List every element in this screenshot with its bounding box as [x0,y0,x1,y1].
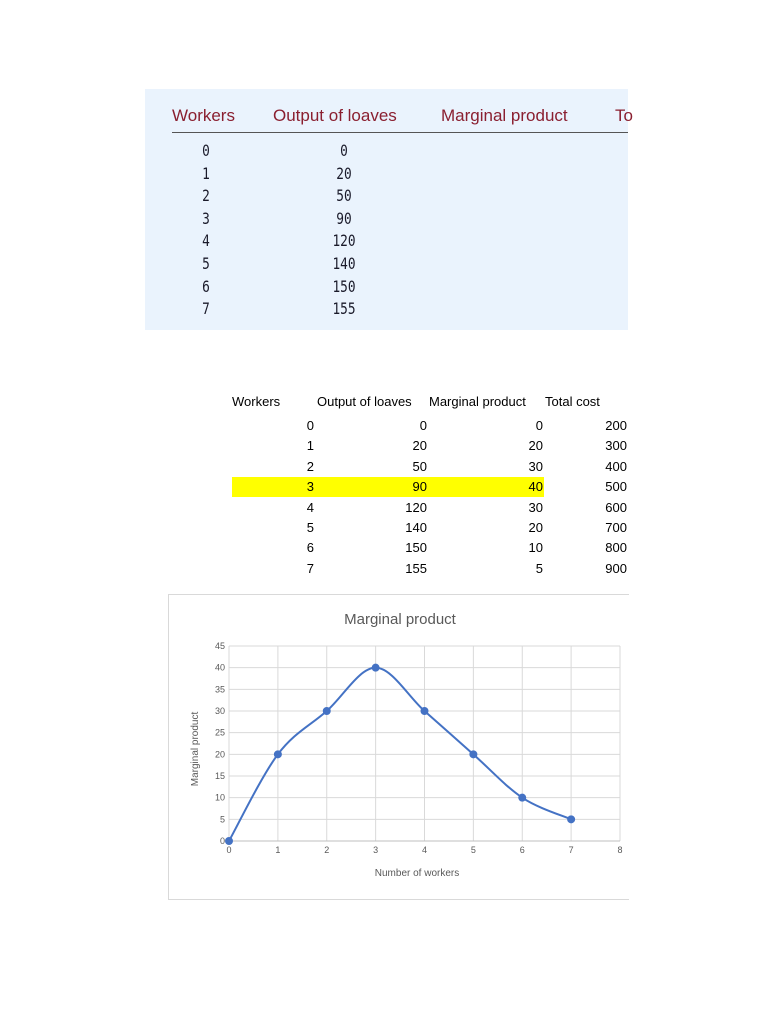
chart-title: Marginal product [344,611,456,628]
y-tick-label: 45 [214,641,225,651]
top-header-marginal: Marginal product [441,106,568,125]
top-table-row [145,254,628,276]
sheet-header-marginal: Marginal product [429,394,526,409]
sheet-header-workers: Workers [232,394,281,409]
top-cell-output: 155 [332,299,356,319]
sheet-cell-workers: 0 [306,418,314,433]
x-tick-label: 3 [373,845,379,855]
top-header-workers: Workers [172,106,235,125]
sheet-row [232,558,628,578]
x-tick-label: 6 [519,845,525,855]
y-axis-label: Marginal product [190,711,201,787]
sheet-header-output: Output of loaves [317,394,412,409]
x-tick-label: 2 [324,845,330,855]
sheet-row [232,537,628,557]
sheet-cell-workers: 4 [306,499,314,515]
top-cell-workers: 2 [202,186,210,206]
y-tick-label: 35 [214,684,225,695]
top-table-row [145,231,628,253]
y-tick-label: 25 [214,727,225,738]
top-table-row [145,209,628,231]
top-cell-output: 150 [332,276,356,296]
sheet-cell-output: 0 [419,418,427,433]
sheet-cell-marginal: 10 [528,540,543,556]
sheet-cell-output: 50 [412,458,427,474]
sheet-cell-output: 140 [405,520,427,535]
y-tick-label: 10 [214,792,225,803]
sheet-row [232,517,628,537]
x-tick-label: 8 [617,845,623,855]
top-cell-output: 20 [336,163,352,183]
y-tick-label: 15 [214,771,225,781]
sheet-cell-marginal: 30 [528,458,543,474]
top-table-row [145,277,628,299]
top-table-panel [145,89,633,330]
top-table-row [145,299,628,321]
top-cell-workers: 4 [202,231,210,251]
sheet-row [232,497,628,517]
sheet-cell-workers: 6 [306,540,314,556]
y-tick-label: 20 [214,749,225,760]
spreadsheet-table [232,394,632,584]
data-point [226,838,233,845]
top-cell-workers: 5 [202,254,210,273]
y-tick-label: 5 [219,814,225,825]
x-tick-label: 5 [470,845,476,855]
data-point [519,794,526,801]
sheet-cell-total-cost: 200 [605,418,627,433]
top-cell-workers: 3 [202,208,210,228]
sheet-cell-total-cost: 700 [605,520,627,535]
sheet-row [232,476,628,496]
data-point [323,708,330,715]
y-tick-label: 40 [214,662,225,673]
sheet-row [232,435,628,455]
x-tick-label: 7 [568,845,574,855]
sheet-cell-output: 120 [405,499,427,515]
sheet-cell-marginal: 5 [535,560,543,576]
top-cell-workers: 7 [202,299,210,319]
top-header-output: Output of loaves [273,106,397,125]
x-tick-label: 1 [275,845,281,855]
sheet-cell-total-cost: 600 [605,499,627,515]
top-table-rule [172,132,628,133]
top-header-total-cut: To [615,106,633,125]
marginal-product-chart [168,594,629,900]
sheet-cell-marginal: 0 [535,418,543,433]
sheet-cell-output: 150 [405,540,427,556]
sheet-row [232,456,628,476]
top-cell-output: 120 [332,231,356,251]
sheet-header-total-cost: Total cost [545,394,600,409]
top-cell-output: 0 [340,141,348,160]
sheet-row [232,415,628,435]
top-table-row [145,186,628,208]
sheet-cell-workers: 7 [306,560,314,576]
data-point [470,751,477,758]
sheet-cell-total-cost: 900 [605,560,627,576]
chart-svg [169,595,629,899]
top-cell-workers: 0 [202,141,210,160]
sheet-cell-output: 155 [405,560,427,576]
sheet-cell-workers: 3 [306,479,314,495]
top-table-row [145,164,628,186]
sheet-cell-total-cost: 300 [605,438,627,454]
sheet-cell-workers: 5 [306,520,314,535]
x-axis-label: Number of workers [374,868,460,879]
x-tick-label: 4 [421,845,428,855]
top-cell-output: 50 [336,186,352,206]
y-tick-label: 0 [219,836,225,846]
top-cell-output: 140 [332,254,356,273]
data-point [421,708,428,715]
sheet-cell-workers: 1 [306,438,314,454]
sheet-cell-marginal: 20 [528,438,543,454]
chart-ticks [215,641,623,855]
sheet-cell-marginal: 40 [528,479,543,495]
top-cell-output: 90 [336,208,352,228]
sheet-cell-output: 90 [412,479,427,495]
top-table-header [145,89,745,133]
data-point [568,816,575,823]
top-cell-workers: 1 [202,163,210,183]
top-table-row [145,141,628,163]
sheet-cell-total-cost: 400 [605,458,627,474]
sheet-cell-marginal: 20 [528,520,543,535]
top-cell-workers: 6 [202,276,210,296]
sheet-cell-total-cost: 800 [605,540,627,556]
data-point [372,664,379,671]
data-point [274,751,281,758]
sheet-cell-workers: 2 [306,458,314,474]
sheet-cell-marginal: 30 [528,499,543,515]
sheet-cell-total-cost: 500 [605,479,627,495]
y-tick-label: 30 [214,706,225,716]
row-highlight [232,477,544,497]
x-tick-label: 0 [226,845,232,855]
sheet-cell-output: 20 [412,438,427,454]
